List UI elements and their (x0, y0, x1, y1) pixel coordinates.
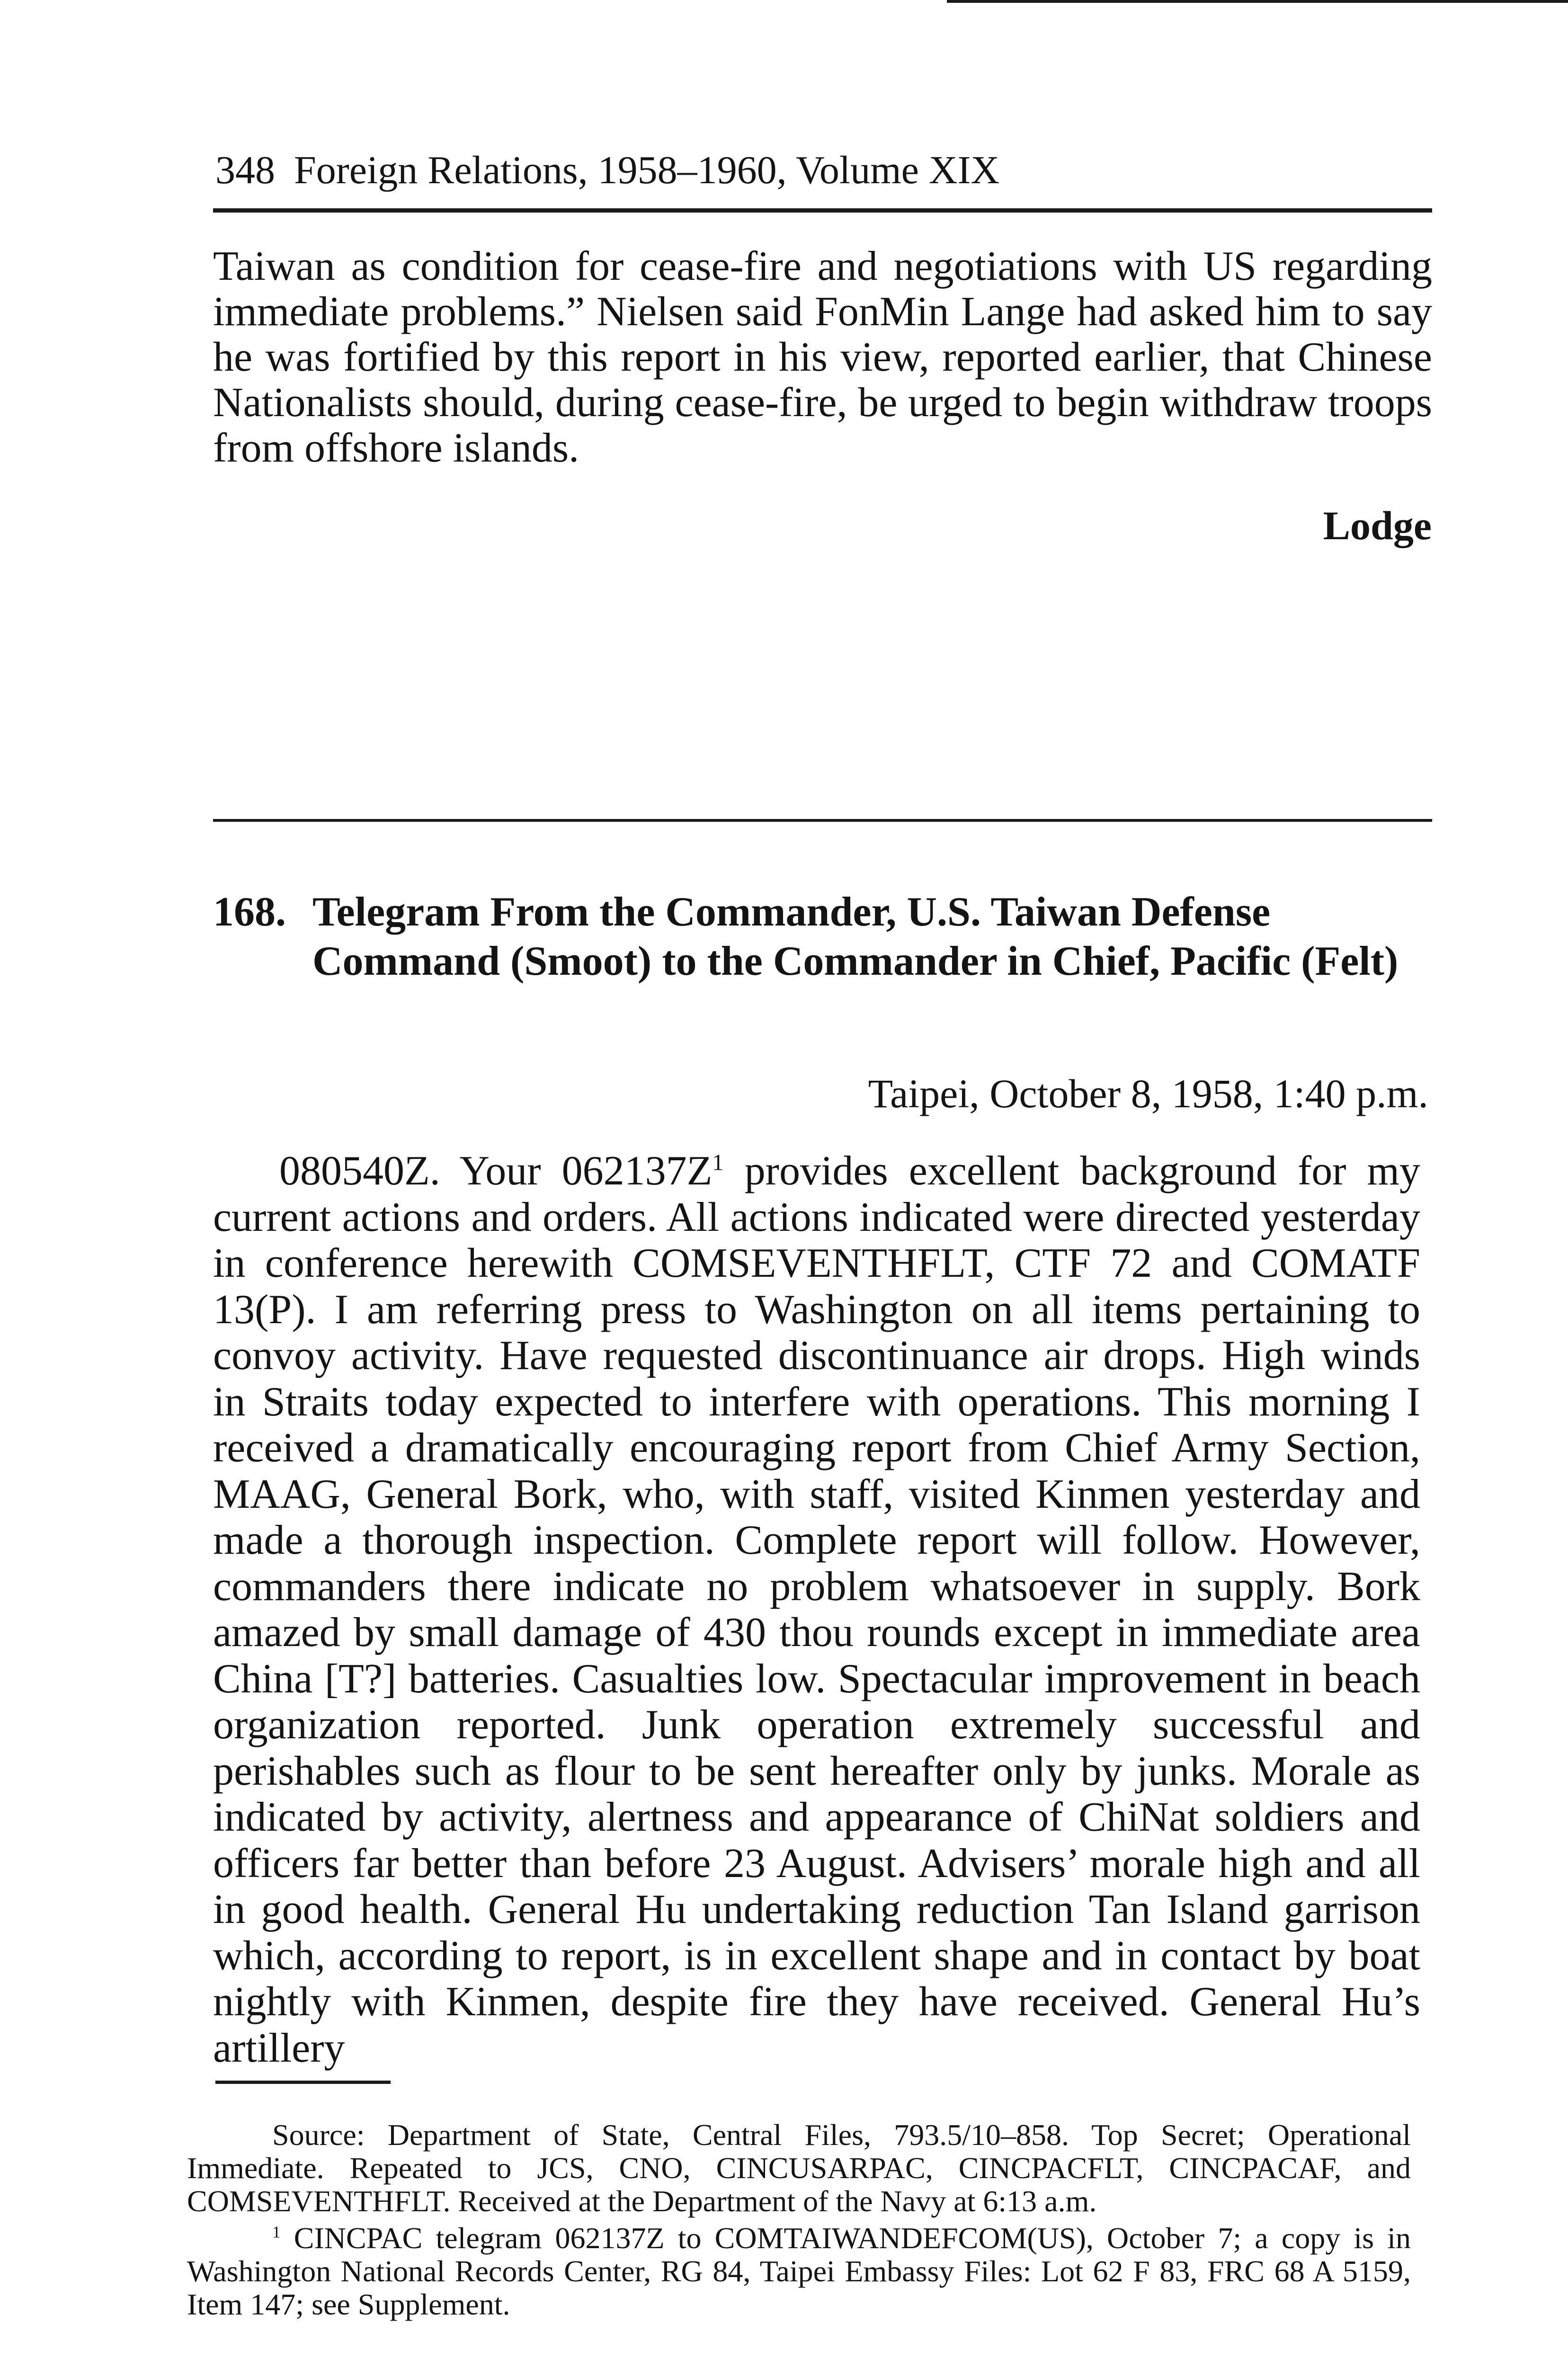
footnotes (187, 2118, 1411, 2321)
footnote-reference: 1 (712, 1150, 724, 1175)
top-edge-rule (947, 0, 1568, 3)
header-rule (213, 208, 1432, 213)
signature: Lodge (1323, 503, 1432, 548)
telegram-body-start: 080540Z. Your 062137Z (279, 1148, 713, 1194)
document-title: Telegram From the Commander, U.S. Taiwan Defense Command (Smoot) to the Commander in Chief, Pacific (Felt) (312, 889, 1399, 984)
telegram-body (213, 1148, 1420, 2071)
dateline: Taipei, October 8, 1958, 1:40 p.m. (868, 1071, 1428, 1116)
page-number: 348 (215, 148, 275, 192)
running-title: Foreign Relations, 1958–1960, Volume XIX (294, 148, 1000, 192)
footnote-1-text: CINCPAC telegram 062137Z to COMTAIWANDEFCOM(US), October 7; a copy is in Washington National Records Center, RG 84, Taipei Embassy Files: Lot 62 F 83, FRC 68 A 5159, Item 147; see Supplement. (187, 2221, 1411, 2321)
footnote-1-marker: 1 (272, 2223, 281, 2242)
document-number: 168. (213, 889, 286, 935)
section-divider (213, 819, 1432, 822)
footnote-rule (215, 2081, 391, 2084)
source-note: Source: Department of State, Central Files, 793.5/10–858. Top Secret; Operational Immediate. Repeated to JCS, CNO, CINCUSARPAC, CINCPACFLT, CINCPACAF, and COMSEVENTHFLT. Received at the Department of the Navy at 6:13 a.m. (187, 2118, 1411, 2218)
telegram-body-rest: provides excellent background for my current actions and orders. All actions indicated were directed yesterday in conference herewith COMSEVENTHFLT, CTF 72 and COMATF 13(P). I am referring press to Washington on all items pertaining to convoy activity. Have requested discontinuance air drops. High winds in Straits today expected to interfere with operations. This morning I received a dramatically encouraging report from Chief Army Section, MAAG, General Bork, who, with staff, visited Kinmen yesterday and made a thorough inspection. Complete report will follow. However, commanders there indicate no problem whatsoever in supply. Bork amazed by small damage of 430 thou rounds except in immediate area China [T?] batteries. Casualties low. Spectacular improvement in beach organization reported. Junk operation extremely successful and perishables such as flour to be sent hereafter only by junks. Morale as indicated by activity, alertness and appearance of ChiNat soldiers and officers far better than before 23 August. Advisers’ morale high and all in good health. General Hu undertaking reduction Tan Island garrison which, according to report, is in excellent shape and in contact by boat nightly with Kinmen, despite fire they have received. General Hu’s artillery (213, 1148, 1420, 2071)
running-header (215, 144, 1432, 196)
footnote-1 (187, 2222, 1411, 2321)
continued-paragraph: Taiwan as condition for cease-fire and negotiations with US regarding immediate problems.” Nielsen said FonMin Lange had asked him to say he was fortified by this report in his view, reported earlier, that Chinese Nationalists should, during cease-fire, be urged to begin withdraw troops from offshore islands. (213, 243, 1432, 471)
